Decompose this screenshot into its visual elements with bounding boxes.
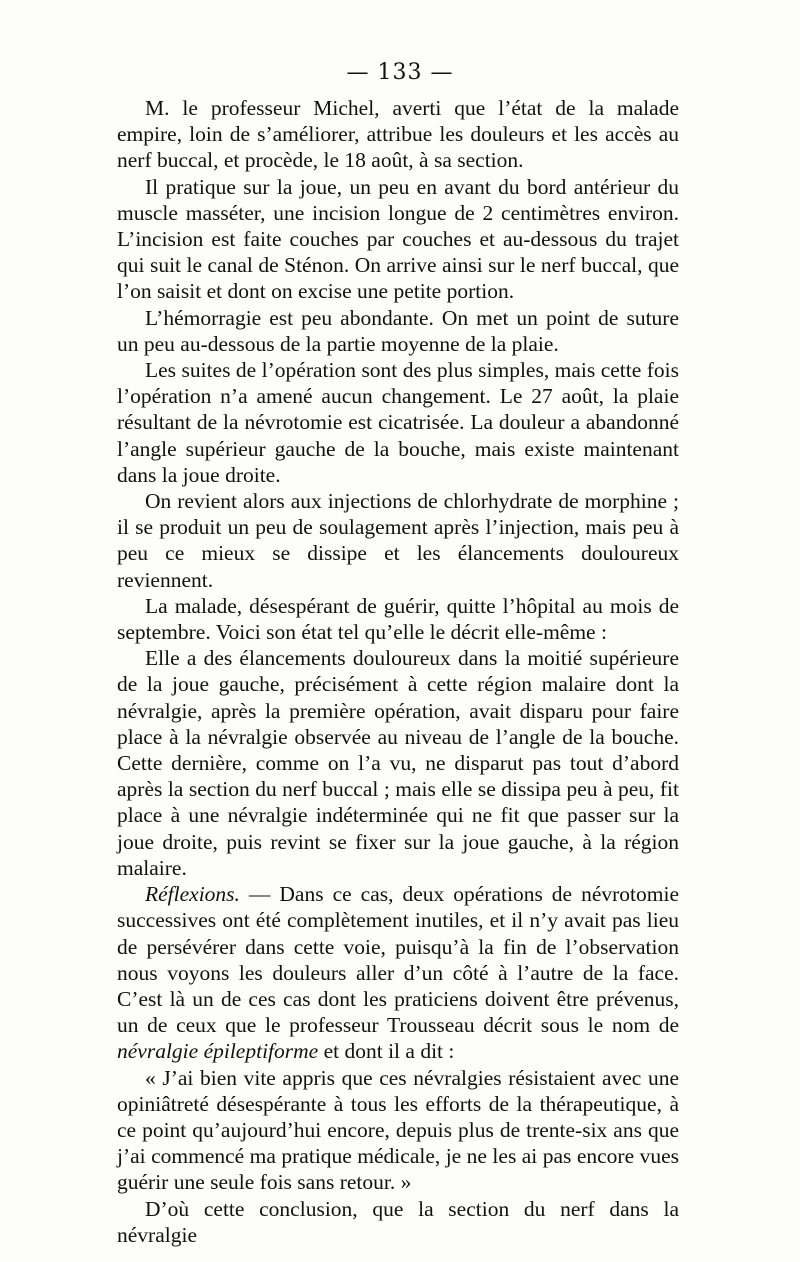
last-line: D’où cette conclusion, que la section du nerf dans la névralgie bbox=[117, 1196, 679, 1247]
reflexions-text-after: et dont il a dit : bbox=[318, 1039, 455, 1064]
reflexions-label: Réflexions. bbox=[145, 882, 240, 907]
paragraph: Il pratique sur la joue, un peu en avant du bord antérieur du muscle masséter, une incision longue de 2 centimètres environ. L’incision est faite couches par couches et au-dessous du trajet qui suit le canal de Sténon. On arrive ainsi sur le nerf buccal, que l’on saisit et dont on excise une petite portion. bbox=[117, 174, 679, 304]
paragraph: L’hémorragie est peu abondante. On met un point de suture un peu au-dessous de la partie moyenne de la plaie. bbox=[117, 305, 679, 356]
reflexions-emphasis: névralgie épileptiforme bbox=[117, 1039, 319, 1064]
paragraph: On revient alors aux injections de chlorhydrate de morphine ; il se produit un peu de soulagement après l’injection, mais peu à peu ce mieux se dissipe et les élancements douloureux reviennent. bbox=[117, 489, 679, 592]
paragraph: Elle a des élancements douloureux dans la moitié supérieure de la joue gauche, précisément à cette région malaire dont la névralgie, après la première opération, avait disparu pour faire place à la névralgie observée au niveau de l’angle de la bouche. Cette dernière, comme on l’a vu, ne disparut pas tout d’abord après la section du nerf buccal ; mais elle se dissipa peu à peu, fit place à une névralgie indéterminée qui ne fit que passer sur la joue droite, puis revint se fixer sur la joue gauche, à la région malaire. bbox=[117, 646, 679, 880]
reflexions-paragraph bbox=[117, 881, 679, 1064]
paragraph: M. le professeur Michel, averti que l’état de la malade empire, loin de s’améliorer, attribue les douleurs et les accès au nerf buccal, et procède, le 18 août, à sa section. bbox=[117, 96, 679, 173]
body-text bbox=[117, 95, 679, 1248]
quote-paragraph: « J’ai bien vite appris que ces névralgies résistaient avec une opiniâtreté désespérante à tous les efforts de la thérapeutique, à ce point qu’aujourd’hui encore, depuis plus de trente-six ans que j’ai commencé ma pratique médicale, je ne les ai pas encore vues guérir une seule fois sans retour. » bbox=[117, 1065, 679, 1195]
page-number: — 133 — bbox=[346, 60, 454, 85]
paragraph: Les suites de l’opération sont des plus simples, mais cette fois l’opération n’a amené aucun changement. Le 27 août, la plaie résultant de la névrotomie est cicatrisée. La douleur a abandonné l’angle supérieur gauche de la bouche, mais existe maintenant dans la joue droite. bbox=[117, 358, 679, 487]
paragraph: La malade, désespérant de guérir, quitte l’hôpital au mois de septembre. Voici son état tel qu’elle le décrit elle-même : bbox=[117, 593, 679, 645]
reflexions-text-before: — Dans ce cas, deux opérations de névrotomie successives ont été complètement inutiles, et il n’y avait pas lieu de persévérer dans cette voie, puisqu’à la fin de l’observation nous voyons les douleurs aller d’un côté à l’autre de la face. C’est là un de ces cas dont les praticiens doivent être prévenus, un de ceux que le professeur Trousseau décrit sous le nom de bbox=[117, 882, 679, 1038]
